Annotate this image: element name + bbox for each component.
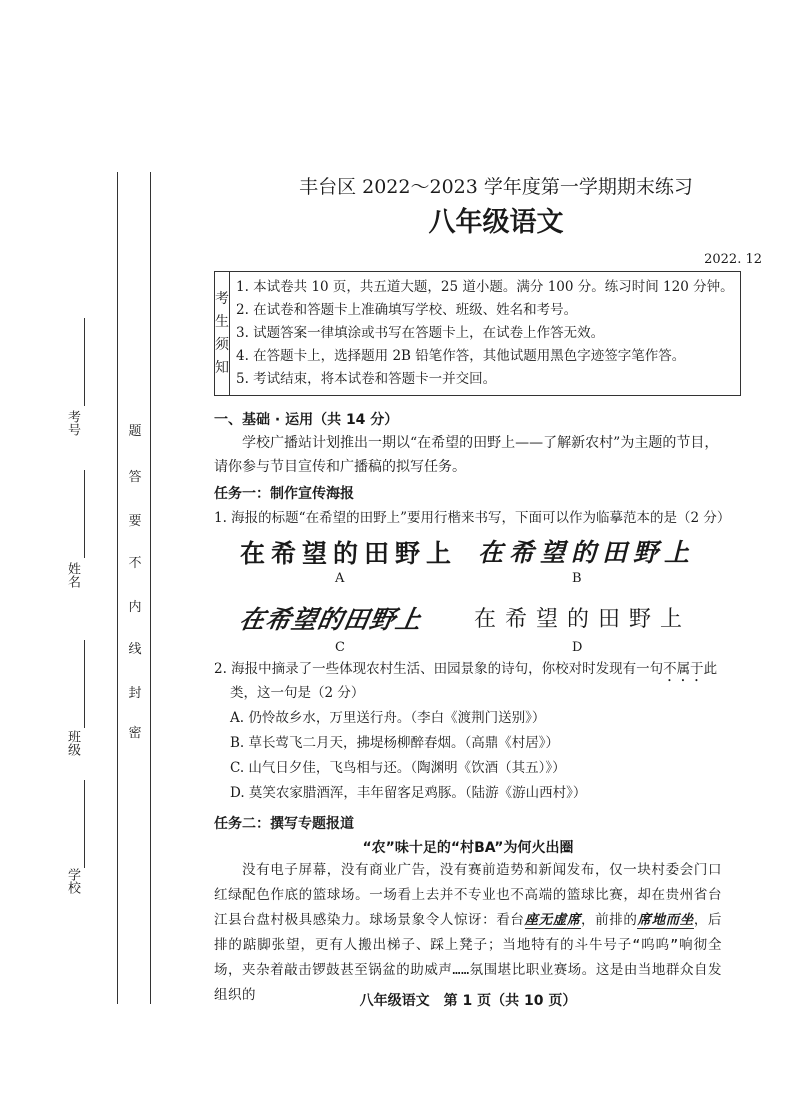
seal-char: 题 [128,424,142,439]
option-letter-a: A [335,571,345,586]
school-label: 学校 [65,868,80,894]
notice-item: 3. 试题答案一律填涂或书写在答题卡上，在试卷上作答无效。 [236,325,605,341]
choice-b[interactable]: B. 草长莺飞二月天，拂堤杨柳醉春烟。（高鼎《村居》） [230,735,560,751]
name-label: 姓名 [65,562,80,588]
seal-char: 内 [128,600,142,615]
article-emphasis-1: 座无虚席 [524,912,581,928]
section-heading: 一、基础 · 运用（共 14 分） [214,412,399,428]
notice-label: 考 生 须 知 [215,272,230,396]
exam-notice-box [214,271,741,396]
seal-char: 密 [128,726,142,741]
name-field-line[interactable] [84,470,85,558]
notice-item: 1. 本试卷共 10 页，共五道大题，25 道小题。满分 100 分。练习时间 120 分钟。 [236,279,734,295]
choice-c[interactable]: C. 山气日夕佳，飞鸟相与还。（陶渊明《饮酒（其五）》） [230,760,566,776]
option-letter-d: D [572,640,583,655]
choice-d[interactable]: D. 莫笑农家腊酒浑，丰年留客足鸡豚。（陆游《游山西村》） [230,785,587,801]
subject-title: 八年级语文 [428,207,564,238]
notice-items [230,272,741,396]
binding-line-inner [150,172,151,1004]
question-2-line2: 类，这一句是（2 分） [230,685,365,701]
article-emphasis-2: 席地而坐 [637,912,694,928]
class-field-line[interactable] [84,640,85,728]
calligraphy-option-d[interactable]: 在希望的田野上 [474,607,692,632]
seal-char: 答 [128,470,142,485]
exam-date: 2022. 12 [704,252,762,267]
question-2: 2. 海报中摘录了一些体现农村生活、田园景象的诗句，你校对时发现有一句不属于此 [214,661,718,677]
notice-item: 2. 在试卷和答题卡上准确填写学校、班级、姓名和考号。 [236,302,578,318]
calligraphy-option-a[interactable]: 在希望的田野上 [240,539,458,568]
id-label: 考号 [65,410,80,436]
question-1: 1. 海报的标题“在希望的田野上”要用行楷来书写，下面可以作为临摹范本的是（2 分） [214,510,731,526]
choice-a[interactable]: A. 仍怜故乡水，万里送行舟。（李白《渡荆门送别》） [230,710,546,726]
id-field-line[interactable] [84,318,85,406]
option-letter-c: C [335,640,345,655]
article-body: 没有电子屏幕，没有商业广告，没有赛前造势和新闻发布，仅一块村委会门口红绿配色作底的篮球场。一场看上去并不专业也不高端的篮球比赛，却在贵州省台江县台盘村极具感染力。球场景象令人惊讶：看台座无虚席，前排的席地而坐，后排的踮脚张望，更有人搬出梯子、踩上凳子；当地特有的斗牛号子“呜呜”响彻全场，夹杂着敲击锣鼓甚至锅盆的助威声……氛围堪比职业赛场。这是由当地群众自发组织的 [214,862,723,1003]
class-label: 班级 [65,730,80,756]
task2-heading: 任务二：撰写专题报道 [214,816,354,832]
article-title: “农”味十足的“村BA”为何火出圈 [362,840,574,856]
task1-heading: 任务一：制作宣传海报 [214,486,354,502]
notice-item: 4. 在答题卡上，选择题用 2B 铅笔作答，其他试题用黑色字迹签字笔作答。 [236,348,686,364]
binding-line-outer [117,172,118,1004]
option-letter-b: B [572,571,582,586]
notice-item: 5. 考试结束，将本试卷和答题卡一并交回。 [236,371,497,387]
seal-char: 不 [128,556,142,571]
seal-char: 封 [128,686,142,701]
school-field-line[interactable] [84,780,85,868]
calligraphy-option-c[interactable]: 在希望的田野上 [237,605,425,634]
page-footer: 八年级语文 第 1 页（共 10 页） [359,993,577,1009]
question-2-emphasis: 不属于 [663,661,704,677]
calligraphy-option-b[interactable]: 在希望的田野上 [478,538,696,567]
seal-char: 线 [128,642,142,657]
exam-title: 丰台区 2022～2023 学年度第一学期期末练习 [299,176,693,198]
section-intro: 学校广播站计划推出一期以“在希望的田野上——了解新农村”为主题的节目，请你参与节目宣传和广播稿的拟写任务。 [214,435,719,475]
seal-char: 要 [128,514,142,529]
